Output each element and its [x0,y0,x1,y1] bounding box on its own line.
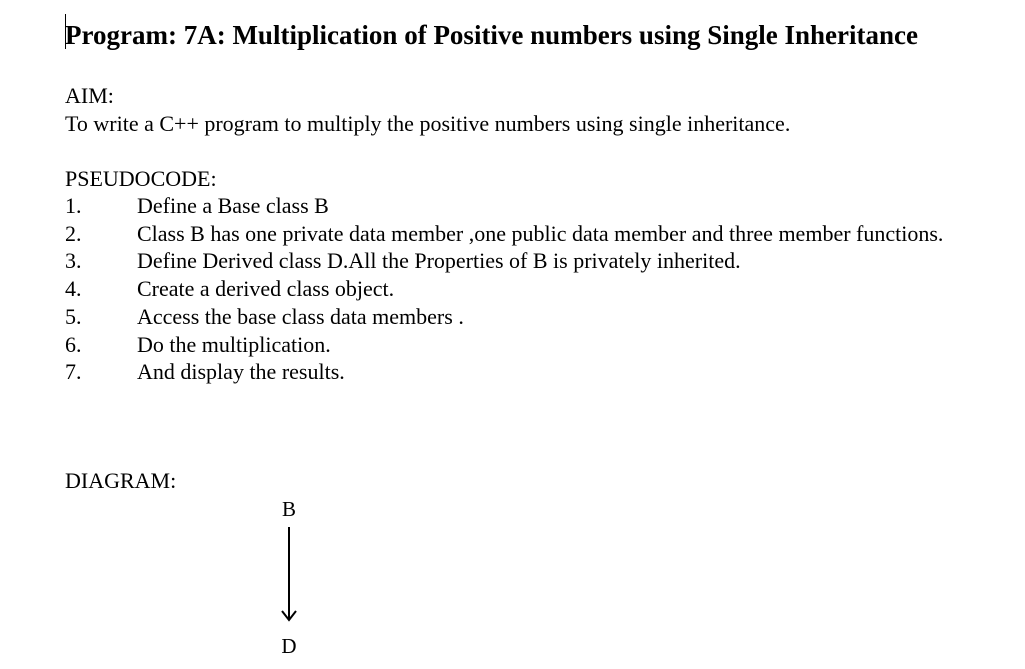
step-text: Define Derived class D.All the Properties of B is privately inherited. [137,248,741,274]
step-text: Do the multiplication. [137,331,331,357]
step-text: Define a Base class B [137,193,329,218]
pseudocode-step [65,303,945,331]
step-number: 7. [65,359,82,385]
pseudocode-step [65,358,945,386]
pseudocode-step [65,331,945,359]
step-text: Access the base class data members . [137,303,464,329]
step-number: 5. [65,303,82,329]
aim-text: To write a C++ program to multiply the positive numbers using single inheritance. [65,111,791,136]
step-number: 2. [65,220,82,246]
diagram-derived-node: D [281,634,297,658]
step-number: 3. [65,248,82,274]
diagram-heading: DIAGRAM: [65,468,177,493]
pseudocode-step [65,192,945,220]
step-number: 6. [65,331,82,357]
pseudocode-step [65,275,945,303]
step-text: Create a derived class object. [137,276,395,302]
pseudocode-list [65,192,945,386]
pseudocode-step [65,247,945,275]
inheritance-arrow-icon [279,527,299,625]
step-number: 1. [65,193,82,218]
step-text: And display the results. [137,359,345,385]
diagram-base-node: B [281,497,296,521]
pseudocode-heading: PSEUDOCODE: [65,166,217,191]
step-text: Class B has one private data member ,one public data member and three member functions. [137,220,944,246]
step-number: 4. [65,276,82,302]
aim-heading: AIM: [65,83,114,108]
pseudocode-step [65,220,945,248]
page-title: Program: 7A: Multiplication of Positive numbers using Single Inheritance [65,20,918,50]
